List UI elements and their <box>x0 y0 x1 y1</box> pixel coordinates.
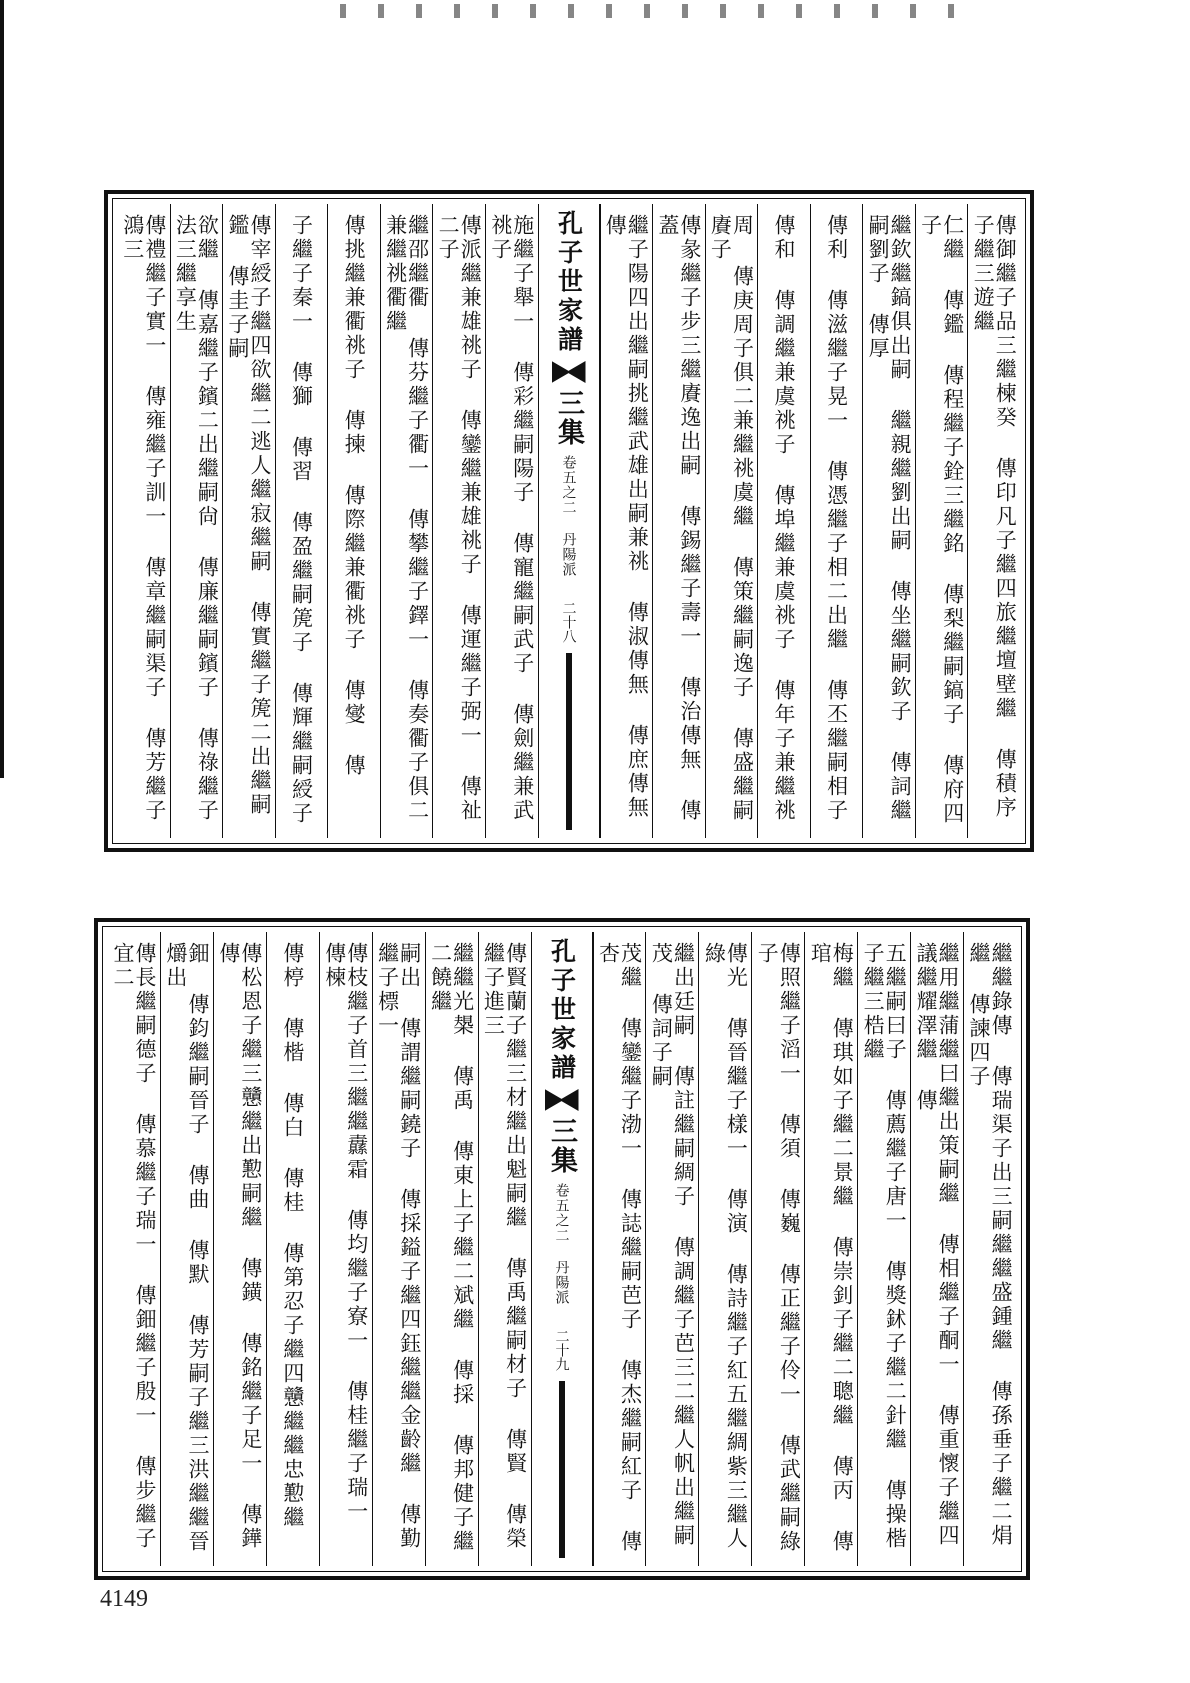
genealogy-page-bottom <box>94 918 1030 1580</box>
center-rule <box>559 1381 565 1558</box>
genealogy-column: 嗣出 傳謂繼嗣鐃子 傳採鎰子繼四鈺繼繼金齡繼 傳勤繼子標一 <box>372 932 425 1566</box>
genealogy-column: 繼欽繼鎬俱出嗣 繼親繼劉出嗣 傳坐繼嗣欽子 傳詞繼嗣劉子 傳厚 <box>862 204 915 838</box>
volume-label: 三集 <box>553 389 584 447</box>
genealogy-column: 傳挑繼兼衢祧子 傳揀 傳際繼兼衢祧子 傳燮 傳 <box>327 204 380 838</box>
genealogy-page-top <box>104 190 1034 852</box>
genealogy-column: 傳楟 傳楷 傳白 傳桂 傳第忍子繼四戇繼繼忠懃繼 <box>266 932 319 1566</box>
genealogy-column: 傳利 傳滋繼子晃一 傳憑繼子相二出繼 傳丕繼嗣相子 <box>810 204 863 838</box>
chapter-label: 卷五之二 丹陽派 <box>560 455 577 577</box>
fishtail-mark-icon <box>545 1089 579 1111</box>
center-title-column <box>538 204 600 838</box>
genealogy-column: 茂繼 傳鑾繼子渤一 傳誌繼嗣芭子 傳杰繼嗣紅子 傳杏 <box>593 932 646 1566</box>
genealogy-column: 傳禮繼子實一 傳雍繼子訓一 傳章繼嗣渠子 傳芳繼子鴻三 <box>120 214 167 823</box>
genealogy-column: 傳照繼子滔一 傳須 傳巍 傳正繼子伶一 傳武繼嗣綠子 <box>751 932 804 1566</box>
volume-label: 三集 <box>546 1117 577 1175</box>
leaf-number: 二十八 <box>560 601 577 643</box>
genealogy-column: 繼出廷嗣 傳註繼嗣綢子 傳調繼子芭三二繼人帆出繼嗣茂 傳詞子嗣 <box>645 932 698 1566</box>
genealogy-column: 鈿 傳鈞繼嗣晉子 傳曲 傳默 傳芳嗣子繼三洪繼繼晉爝出 <box>160 932 213 1566</box>
leaf-number: 二十九 <box>553 1329 570 1371</box>
genealogy-column: 繼子陽四出繼嗣挑繼武雄出嗣兼祧 傳淑傳無 傳庶傳無 傳 <box>600 204 653 838</box>
genealogy-column: 傳派繼兼雄祧子 傳鑾繼兼雄祧子 傳運繼子弼一 傳祉二子 <box>432 204 485 838</box>
genealogy-column: 傳和 傳調繼兼虞祧子 傳埠繼兼虞祧子 傳年子兼繼祧 <box>757 204 810 838</box>
genealogy-column: 傳光 傳晉繼子樣一 傳演 傳詩繼子紅五繼綢紫三繼人綠 <box>698 932 751 1566</box>
scan-noise-top <box>340 4 960 18</box>
genealogy-column: 繼邵繼衢 傳芬繼子衢一 傳攀繼子鐸一 傳奏衢子俱二兼繼祧衢繼 <box>380 204 433 838</box>
genealogy-column: 傳松恩子繼三戇繼出懃嗣繼 傳鐄 傳銘繼子足一 傳鏵 傳 <box>213 932 266 1566</box>
genealogy-column: 傳賢蘭子繼三材繼出魁嗣繼 傳禹繼嗣材子 傳賢 傳榮繼子進三 <box>478 932 531 1566</box>
genealogy-column: 傳宰綬子繼四欲繼二逃人繼寂繼嗣 傳實繼子箎二出繼嗣鑑 傳圭子嗣 <box>222 204 275 838</box>
genealogy-column: 傳枝繼子首三繼繼纛霜 傳均繼子寮一 傳桂繼子瑞一 傳楝 <box>319 932 372 1566</box>
genealogy-column: 仁繼 傳鑑 傳程繼子銓三繼銘 傳梨繼嗣鎬子 傳府四子 <box>915 204 968 838</box>
genealogy-column: 五繼嗣曰子 傳薦繼子唐一 傳獎鉥子繼二針繼 傳操楷子繼三梏繼 <box>857 932 910 1566</box>
genealogy-column: 周 傳庚周子俱二兼繼祧虞繼 傳策繼嗣逸子 傳盛繼嗣賡子 <box>705 204 758 838</box>
genealogy-column: 梅繼 傳琪如子繼二景繼 傳崇釗子繼二聰繼 傳丙 傳琯 <box>804 932 857 1566</box>
genealogy-column: 傳御繼子品三繼楝癸 傳印凡子繼四旅繼壇壁繼 傳積序子繼三遊繼 <box>967 204 1020 838</box>
book-title: 孔子世家譜 <box>547 938 577 1083</box>
center-rule <box>566 653 572 830</box>
genealogy-column: 傳長繼嗣德子 傳慕繼子瑞一 傳鈿繼子殷一 傳步繼子宜二 <box>110 942 158 1551</box>
book-title: 孔子世家譜 <box>554 210 584 355</box>
genealogy-column: 繼繼光槼 傳禹 傳東上子繼二斌繼 傳採 傳邦健子繼二饒繼 <box>425 932 478 1566</box>
genealogy-columns-top <box>118 204 1020 838</box>
genealogy-column: 繼繼錄傳 傳瑞渠子出三嗣繼繼盛鍾繼 傳孫垂子繼二焆繼 傳諫四子 <box>963 932 1016 1566</box>
genealogy-column: 子繼子秦一 傳獅 傳習 傳盈繼嗣箎子 傳輝繼嗣綬子 <box>275 204 328 838</box>
center-title-column <box>531 932 593 1566</box>
genealogy-column: 施繼子舉一 傳彩繼嗣陽子 傳寵繼嗣武子 傳劍繼兼武祧子 <box>485 204 538 838</box>
genealogy-column: 傳彖繼子步三繼賡逸出嗣 傳錫繼子壽一 傳治傳無 傳蓋 <box>652 204 705 838</box>
genealogy-column: 繼用繼蒲繼曰繼出策嗣繼 傳相繼子酮一 傳重懷子繼四議繼耀澤繼 傳 <box>910 932 963 1566</box>
scan-edge-line <box>0 0 4 778</box>
chapter-label: 卷五之二 丹陽派 <box>553 1183 570 1305</box>
genealogy-column: 欲繼 傳嘉繼子鑌二出繼嗣尙 傳廉繼嗣鑌子 傳祿繼子法三繼享生 <box>170 204 223 838</box>
fishtail-mark-icon <box>552 361 586 383</box>
genealogy-columns-bottom <box>108 932 1016 1566</box>
page-number: 4149 <box>100 1586 148 1612</box>
